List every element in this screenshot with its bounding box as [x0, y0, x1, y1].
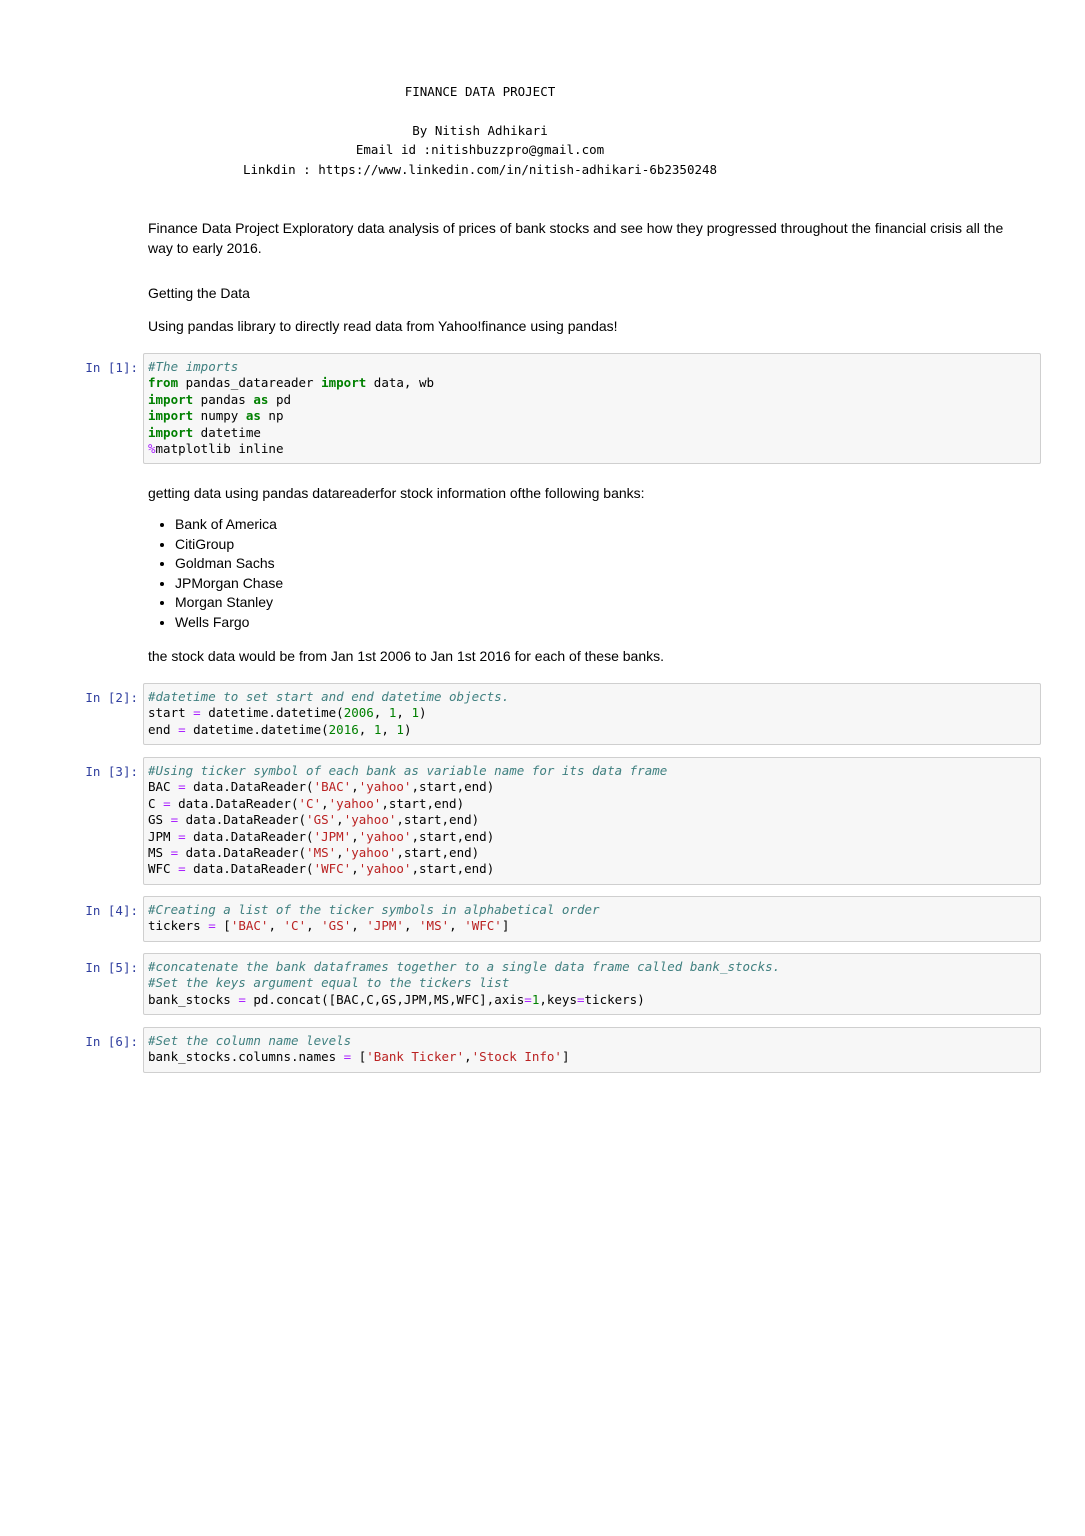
code-token-plain: C: [148, 795, 164, 811]
code-token-plain: ]: [561, 1049, 570, 1065]
cell-prompt: In [2]:: [85, 690, 138, 705]
code-token-plain: data.DataReader(: [185, 779, 314, 795]
code-line: [148, 689, 1036, 705]
code-line: [148, 975, 1036, 991]
code-token-string: 'yahoo': [343, 844, 397, 860]
code-line: [148, 441, 1036, 457]
code-token-comment: #Set the column name levels: [148, 1033, 352, 1048]
code-token-string: 'MS': [419, 918, 450, 934]
code-token-string: 'JPM': [366, 918, 404, 934]
code-token-plain: data.DataReader(: [178, 812, 307, 828]
list-item: • CitiGroup: [175, 535, 283, 555]
code-cell-1[interactable]: [143, 353, 1041, 464]
code-token-keyword: import: [148, 391, 194, 407]
code-line: [148, 779, 1036, 795]
project-title: FINANCE DATA PROJECT: [404, 84, 556, 99]
code-token-plain: data.DataReader(: [170, 795, 299, 811]
code-cell-2[interactable]: [143, 683, 1041, 745]
code-token-plain: pd: [268, 391, 292, 407]
code-line: [148, 992, 1036, 1008]
code-token-plain: ,: [351, 861, 359, 877]
code-token-plain: datetime: [193, 424, 261, 440]
code-token-plain: data, wb: [366, 375, 434, 391]
code-token-number: 1: [396, 721, 404, 737]
code-token-op: =: [178, 721, 186, 737]
code-token-plain: bank_stocks.columns.names: [148, 1049, 344, 1065]
code-token-plain: ,: [351, 779, 359, 795]
cell-prompt: In [6]:: [85, 1034, 138, 1049]
code-line: [148, 763, 1036, 779]
code-token-keyword: from: [148, 375, 179, 391]
code-token-number: 1: [373, 721, 382, 737]
date-range-note: the stock data would be from Jan 1st 2006 to Jan 1st 2016 for each of these banks.: [148, 648, 664, 664]
code-token-plain: pandas: [193, 391, 254, 407]
code-token-plain: ,: [449, 918, 465, 934]
code-token-op: =: [208, 918, 216, 934]
code-token-plain: ,start,end): [411, 828, 495, 844]
code-token-plain: datetime.datetime(: [200, 705, 344, 721]
code-token-plain: pd.concat([BAC,C,GS,JPM,MS,WFC],axis: [245, 991, 525, 1007]
code-token-plain: ,start,end): [411, 779, 495, 795]
code-token-op: =: [170, 844, 179, 860]
code-token-string: 'yahoo': [343, 812, 397, 828]
code-token-string: 'BAC': [313, 779, 352, 795]
code-token-op: =: [178, 828, 186, 844]
code-token-plain: ,: [373, 705, 389, 721]
code-token-magic: %: [148, 440, 156, 456]
code-token-op: =: [178, 861, 186, 877]
code-token-comment: #Creating a list of the ticker symbols in alphabetical order: [148, 902, 600, 917]
code-token-plain: ,: [336, 812, 344, 828]
code-token-plain: ,keys: [539, 991, 577, 1007]
code-token-string: 'GS': [321, 918, 352, 934]
code-token-op: =: [193, 705, 201, 721]
code-token-comment: #Using ticker symbol of each bank as variable name for its data frame: [148, 763, 668, 778]
code-line: [148, 902, 1036, 918]
code-token-number: 1: [531, 991, 540, 1007]
code-line: [148, 722, 1036, 738]
code-token-plain: ,: [396, 705, 412, 721]
code-token-plain: ): [418, 705, 427, 721]
code-token-op: =: [170, 812, 179, 828]
code-token-op: =: [178, 779, 186, 795]
code-line: [148, 861, 1036, 877]
code-token-string: 'yahoo': [328, 795, 382, 811]
getting-data-heading: Getting the Data: [148, 285, 250, 301]
code-token-plain: np: [260, 408, 284, 424]
list-item: • Bank of America: [175, 515, 283, 535]
code-token-plain: ,: [351, 918, 367, 934]
list-item: • Wells Fargo: [175, 613, 283, 633]
code-token-number: 1: [388, 705, 397, 721]
code-line: [148, 705, 1036, 721]
code-token-plain: pandas_datareader: [178, 375, 322, 391]
code-line: [148, 359, 1036, 375]
code-line: [148, 1049, 1036, 1065]
code-token-plain: end: [148, 721, 179, 737]
code-token-keyword: import: [321, 375, 367, 391]
code-token-plain: ,: [351, 828, 359, 844]
code-token-string: 'yahoo': [358, 779, 412, 795]
author-line: By Nitish Adhikari: [412, 123, 548, 138]
code-line: [148, 1033, 1036, 1049]
code-token-plain: ,start,end): [381, 795, 465, 811]
code-line: [148, 408, 1036, 424]
code-token-plain: [: [215, 918, 231, 934]
code-token-string: 'BAC': [230, 918, 269, 934]
code-token-string: 'Stock Info': [471, 1049, 562, 1065]
code-token-op: =: [343, 1049, 352, 1065]
code-token-string: 'MS': [306, 844, 337, 860]
code-token-comment: #The imports: [148, 359, 239, 374]
code-token-plain: MS: [148, 844, 171, 860]
code-cell-4[interactable]: [143, 896, 1041, 942]
code-token-plain: WFC: [148, 861, 179, 877]
code-token-plain: ,start,end): [396, 844, 480, 860]
code-token-plain: ,: [306, 918, 322, 934]
code-line: [148, 392, 1036, 408]
code-token-keyword: import: [148, 408, 194, 424]
code-token-string: 'Bank Ticker': [366, 1049, 465, 1065]
code-token-plain: BAC: [148, 779, 179, 795]
list-item: • Goldman Sachs: [175, 554, 283, 574]
code-token-plain: bank_stocks: [148, 991, 239, 1007]
code-token-op: =: [524, 991, 532, 1007]
code-line: [148, 829, 1036, 845]
code-cell-6[interactable]: [143, 1027, 1041, 1073]
code-token-keyword: as: [245, 408, 261, 424]
cell-prompt: In [4]:: [85, 903, 138, 918]
cell-prompt: In [3]:: [85, 764, 138, 779]
code-token-comment: #concatenate the bank dataframes together to a single data frame called bank_stocks.: [148, 959, 781, 974]
code-token-number: 2006: [343, 705, 374, 721]
code-token-plain: GS: [148, 812, 171, 828]
code-token-plain: ,: [321, 795, 329, 811]
bank-list: [148, 515, 283, 633]
code-token-string: 'WFC': [313, 861, 352, 877]
code-token-number: 2016: [328, 721, 359, 737]
code-token-string: 'C': [283, 918, 307, 934]
code-token-plain: ]: [501, 918, 510, 934]
code-token-op: =: [163, 795, 171, 811]
list-item: • Morgan Stanley: [175, 593, 283, 613]
code-token-plain: tickers: [148, 918, 209, 934]
code-token-plain: ,start,end): [411, 861, 495, 877]
cell-prompt: In [5]:: [85, 960, 138, 975]
code-cell-5[interactable]: [143, 953, 1041, 1015]
code-line: [148, 375, 1036, 391]
code-token-plain: JPM: [148, 828, 179, 844]
code-token-plain: matplotlib inline: [155, 440, 284, 456]
code-line: [148, 845, 1036, 861]
code-token-comment: #datetime to set start and end datetime objects.: [148, 689, 510, 704]
code-token-plain: tickers): [584, 991, 645, 1007]
code-token-string: 'GS': [306, 812, 337, 828]
code-line: [148, 918, 1036, 934]
code-token-plain: ,: [381, 721, 397, 737]
banks-intro: getting data using pandas datareaderfor stock information ofthe following banks:: [148, 485, 645, 501]
code-token-plain: numpy: [193, 408, 246, 424]
list-item: • JPMorgan Chase: [175, 574, 283, 594]
code-token-plain: ,start,end): [396, 812, 480, 828]
code-line: [148, 425, 1036, 441]
code-token-keyword: as: [253, 391, 269, 407]
code-token-number: 1: [411, 705, 419, 721]
code-token-plain: datetime.datetime(: [185, 721, 329, 737]
code-token-op: =: [577, 991, 585, 1007]
code-token-plain: ,: [358, 721, 374, 737]
code-token-plain: data.DataReader(: [178, 844, 307, 860]
email-line: Email id :nitishbuzzpro@gmail.com: [355, 142, 605, 157]
code-token-plain: ,: [268, 918, 284, 934]
code-token-plain: ,: [403, 918, 420, 934]
linkedin-line: Linkdin : https://www.linkedin.com/in/nitish-adhikari-6b2350248: [242, 162, 718, 177]
code-token-string: 'JPM': [313, 828, 352, 844]
pandas-note: Using pandas library to directly read data from Yahoo!finance using pandas!: [148, 318, 618, 334]
code-token-string: 'yahoo': [358, 828, 412, 844]
code-token-plain: ,: [336, 844, 344, 860]
code-token-plain: start: [148, 705, 194, 721]
code-token-string: 'yahoo': [358, 861, 412, 877]
code-line: [148, 796, 1036, 812]
code-line: [148, 812, 1036, 828]
intro-paragraph: Finance Data Project Exploratory data analysis of prices of bank stocks and see how they progressed throughout the financial crisis all the way to early 2016.: [148, 220, 1004, 256]
code-line: [148, 959, 1036, 975]
code-token-keyword: import: [148, 424, 194, 440]
code-token-comment: #Set the keys argument equal to the tickers list: [148, 975, 510, 991]
code-token-plain: [: [351, 1049, 367, 1065]
code-token-plain: data.DataReader(: [185, 828, 314, 844]
code-token-plain: ): [403, 721, 412, 737]
code-token-string: 'C': [298, 795, 322, 811]
code-token-plain: ,: [464, 1049, 472, 1065]
code-token-plain: data.DataReader(: [185, 861, 314, 877]
code-cell-3[interactable]: [143, 757, 1041, 885]
cell-prompt: In [1]:: [85, 360, 138, 375]
code-token-op: =: [238, 991, 246, 1007]
code-token-string: 'WFC': [464, 918, 502, 934]
